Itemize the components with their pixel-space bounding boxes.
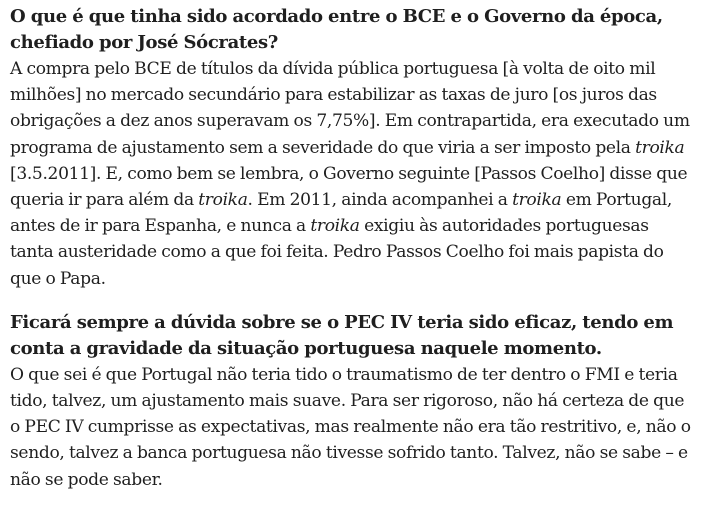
qa-section-2 [10,310,694,493]
qa-section-1 [10,4,694,292]
answer-text-italic: troika [310,216,360,237]
answer-text: O que sei é que Portugal não teria tido o traumatismo de ter dentro o FMI e teria tido, talvez, um ajustamento mais suave. Para ser rigoroso, não há certeza de que o PEC IV cumprisse as expectativas, mas realmente não era tão restritivo, e, não o sendo, talvez a banca portuguesa não tivesse sofrido tanto. Talvez, não se sabe – e não se pode saber. [10,364,691,490]
answer-text: . Em 2011, ainda acompanhei a [247,190,513,211]
answer-text: em Portugal, antes de ir para Espanha, e nunca a [10,190,672,237]
interview-question: O que é que tinha sido acordado entre o BCE e o Governo da época, chefiado por José Sócrates? [10,6,663,53]
answer-text-italic: troika [512,190,562,211]
answer-text-italic: troika [198,190,248,211]
answer-text: A compra pelo BCE de títulos da dívida pública portuguesa [à volta de oito mil milhões] no mercado secundário para estabilizar as taxas de juro [os juros das obrigações a dez anos superavam os 7,75%]. Em contrapartida, era executado um programa de ajustamento sem a severidade do que viria a ser imposto pela [10,59,690,158]
interview-answer [10,56,694,292]
interview-answer [10,362,694,493]
interview-question: Ficará sempre a dúvida sobre se o PEC IV teria sido eficaz, tendo em conta a gravidade da situação portuguesa naquele momento. [10,311,674,359]
article-body [0,4,710,493]
answer-text: [3.5.2011]. E, como bem se lembra, o Governo seguinte [Passos Coelho] disse que queria ir para além da [10,163,688,211]
answer-text: exigiu às autoridades portuguesas tanta austeridade como a que foi feita. Pedro Passos Coelho foi mais papista do que o Papa. [10,216,664,289]
answer-text-italic: troika [635,137,685,158]
